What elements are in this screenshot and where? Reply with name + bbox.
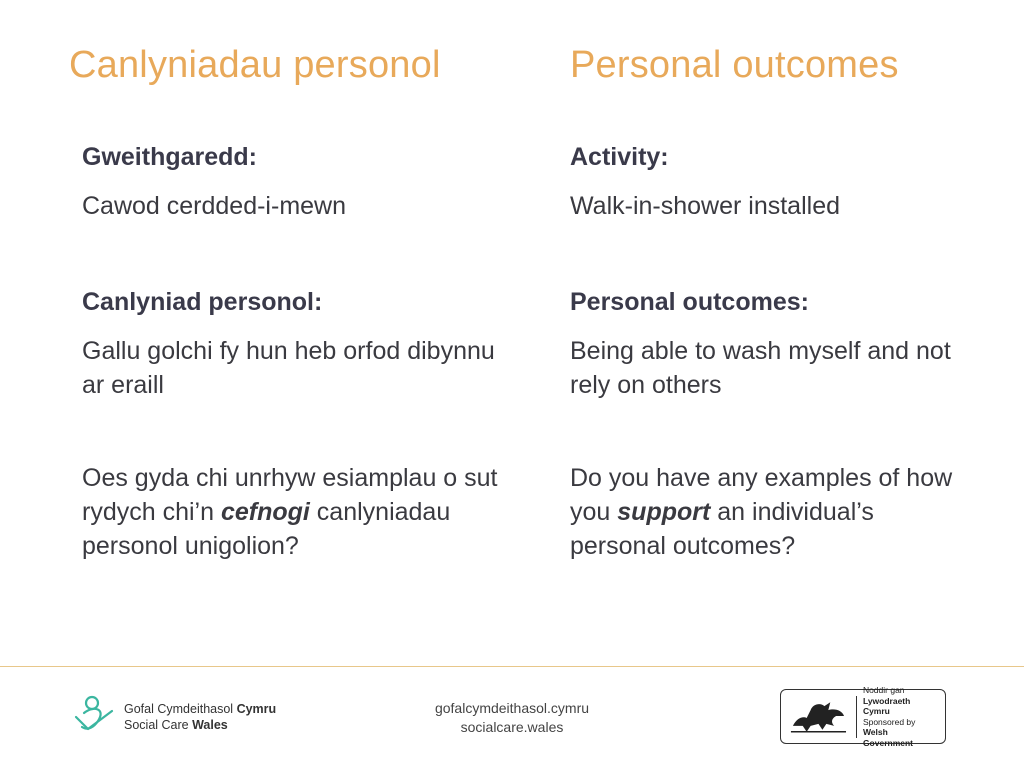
welsh-title: Canlyniadau personol [69,44,441,86]
logo-english-b: Wales [192,718,228,732]
social-care-wales-logo [72,692,312,742]
logo-english-a: Social Care [124,718,193,732]
gov-logo-separator [856,696,857,738]
url-english[interactable]: socialcare.wales [460,719,564,735]
activity-heading-welsh: Gweithgaredd: [82,143,258,171]
social-care-wales-icon [72,695,116,739]
english-title: Personal outcomes [570,44,899,86]
logo-welsh-a: Gofal Cymdeithasol [124,702,237,716]
outcome-heading-welsh: Canlyniad personol: [82,288,323,316]
outcome-text-welsh: Gallu golchi fy hun heb orfod dibynnu ar eraill [82,337,495,399]
question-english-post: an individual’s personal outcomes? [570,498,874,560]
question-english [570,461,970,563]
gov-line-2 [863,696,939,717]
question-english-emphasis: support [617,498,711,526]
gov-line-3: Sponsored by [862,716,916,727]
outcome-text-english: Being able to wash myself and not rely on others [570,337,951,399]
activity-heading-english: Activity: [570,143,669,171]
gov-line-4 [863,727,939,748]
logo-line-welsh [124,701,276,717]
footer-urls [380,699,644,737]
gov-line-2-bold: Lywodraeth Cymru [862,695,911,716]
english-column [570,140,970,563]
welsh-government-logo [780,685,946,748]
question-welsh [82,461,522,563]
url-welsh[interactable]: gofalcymdeithasol.cymru [434,700,590,716]
gov-line-4-bold: Welsh Government [862,727,914,748]
outcome-heading-english: Personal outcomes: [570,288,809,316]
question-welsh-post: canlyniadau personol unigolion? [82,498,451,560]
activity-text-english: Walk-in-shower installed [570,192,840,220]
welsh-column [82,140,522,563]
question-welsh-emphasis: cefnogi [220,498,310,526]
logo-welsh-b: Cymru [236,702,277,716]
gov-line-1: Noddir gan [862,685,905,695]
question-welsh-pre: Oes gyda chi unrhyw esiamplau o sut rydych chi’n [82,464,498,526]
logo-line-english [124,717,276,733]
dragon-icon [787,696,850,738]
question-english-pre: Do you have any examples of how you [570,464,953,526]
footer-divider [0,666,1024,667]
activity-text-welsh: Cawod cerdded-i-mewn [82,192,347,220]
